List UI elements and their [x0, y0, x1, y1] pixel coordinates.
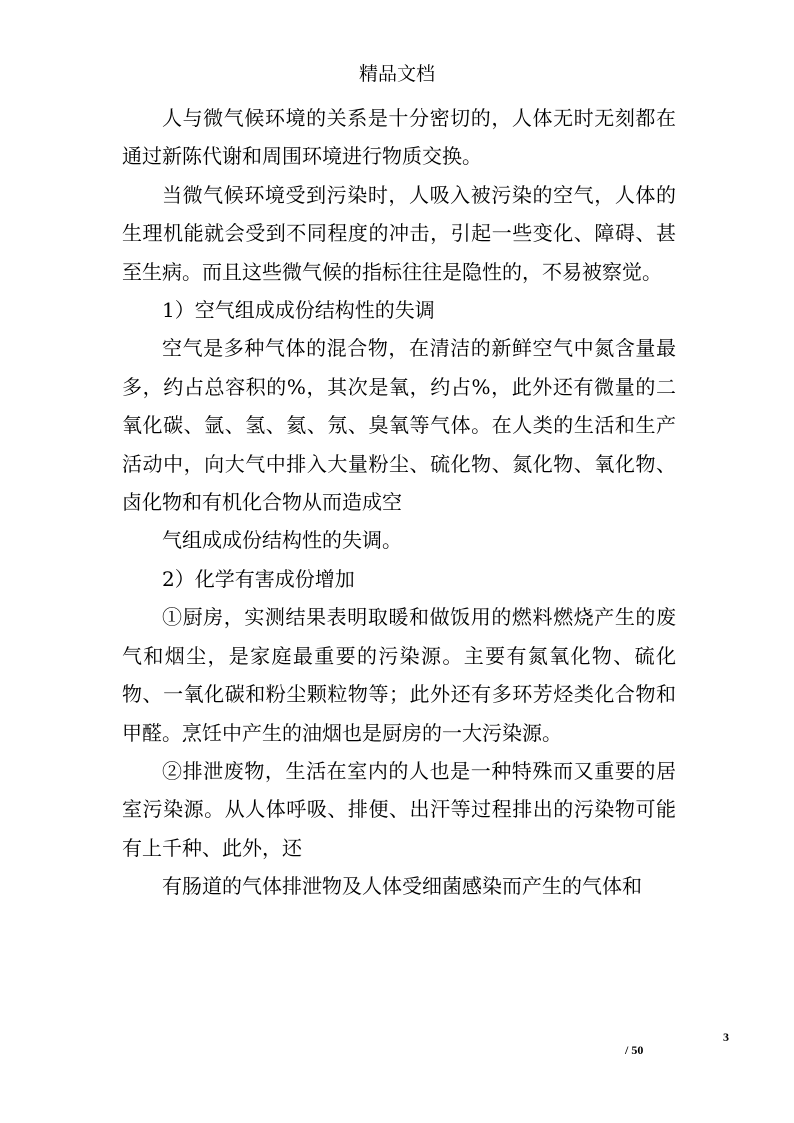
paragraph: 有肠道的气体排泄物及人体受细菌感染而产生的气体和 — [162, 874, 642, 899]
page-total: / 50 — [625, 1043, 644, 1057]
paragraph: ①厨房，实测结果表明取暖和做饭用的燃料燃烧产生的废气和烟尘，是家庭最重要的污染源。主要有氮氧化物、硫化物、一氧化碳和粉尘颗粒物等；此外还有多环芳烃类化合物和甲醛。烹饪中产生的油烟也是厨房的一大污染源。 — [122, 605, 676, 745]
section-heading: 1）空气组成成份结构性的失调 — [162, 298, 435, 323]
page-number: 3 — [723, 1030, 729, 1044]
paragraph: ②排泄废物，生活在室内的人也是一种特殊而又重要的居室污染源。从人体呼吸、排便、出汗等过程排出的污染物可能有上千种、此外，还 — [122, 758, 676, 860]
paragraph: 空气是多种气体的混合物，在清洁的新鲜空气中氮含量最多，约占总容积的%，其次是氧，约占%，此外还有微量的二氧化碳、氩、氢、氦、氖、臭氧等气体。在人类的生活和生产活动中，向大气中排入大量粉尘、硫化物、氮化物、氧化物、卤化物和有机化合物从而造成空 — [122, 336, 676, 515]
paragraph: 气组成成份结构性的失调。 — [162, 528, 402, 553]
section-heading: 2）化学有害成份增加 — [162, 566, 355, 591]
paragraph: 人与微气候环境的关系是十分密切的，人体无时无刻都在通过新陈代谢和周围环境进行物质交换。 — [122, 106, 676, 169]
page-header-title: 精品文档 — [358, 63, 435, 85]
paragraph: 当微气候环境受到污染时，人吸入被污染的空气，人体的生理机能就会受到不同程度的冲击，引起一些变化、障碍、甚至生病。而且这些微气候的指标往往是隐性的，不易被察觉。 — [122, 182, 676, 284]
document-body — [122, 99, 676, 906]
